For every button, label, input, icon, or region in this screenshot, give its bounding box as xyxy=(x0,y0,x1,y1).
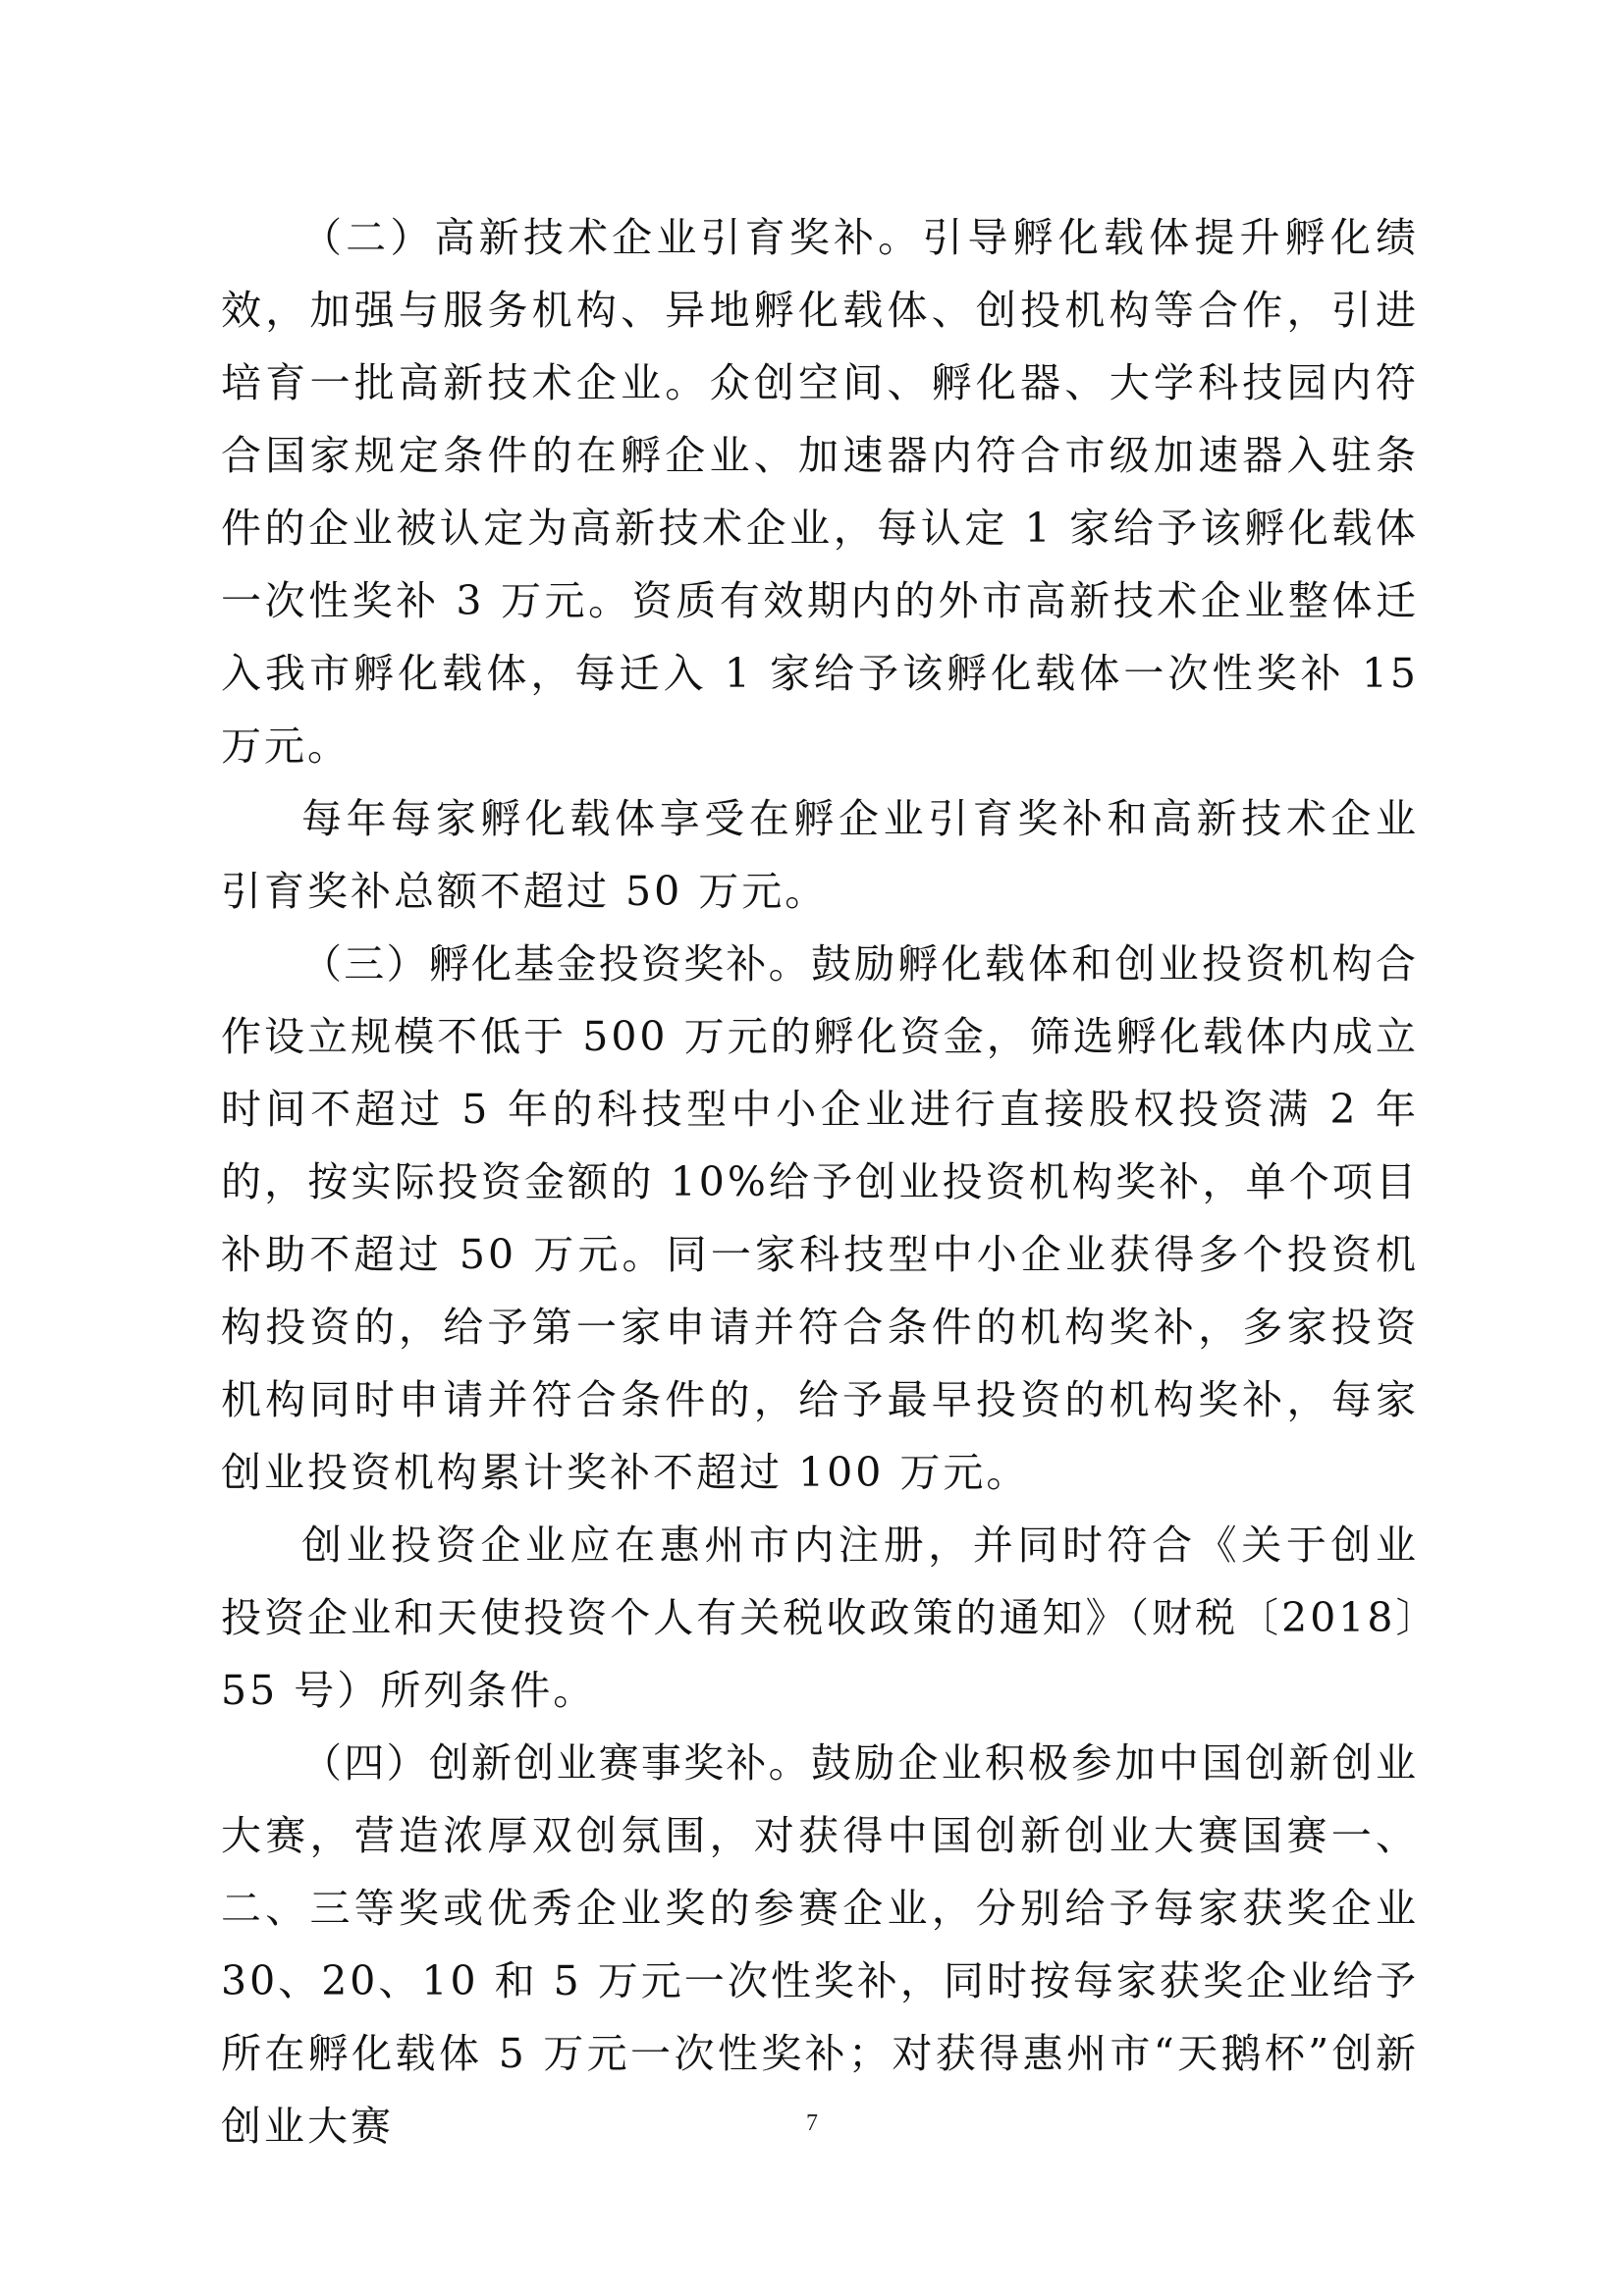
document-body xyxy=(221,201,1419,2163)
paragraph-text: 每年每家孵化载体享受在孵企业引育奖补和高新技术企业引育奖补总额不超过 50 万元。 xyxy=(221,795,1419,915)
paragraph-high-tech-enterprise-reward xyxy=(221,201,1419,782)
paragraph-text: 引导孵化载体提升孵化绩效，加强与服务机构、异地孵化载体、创投机构等合作，引进培育一批高新技术企业。众创空间、孵化器、大学科技园内符合国家规定条件的在孵企业、加速器内符合市级加速器入驻条件的企业被认定为高新技术企业，每认定 1 家给予该孵化载体一次性奖补 3 万元。资质有效期内的外市高新技术企业整体迁入我市孵化载体，每迁入 1 家给予该孵化载体一次性奖补 15 万元。 xyxy=(221,214,1420,770)
paragraph-vc-registration xyxy=(221,1509,1419,1727)
section-heading-2: （二）高新技术企业引育奖补。 xyxy=(301,214,923,261)
section-heading-3: （三）孵化基金投资奖补。 xyxy=(301,940,811,988)
paragraph-text: 鼓励孵化载体和创业投资机构合作设立规模不低于 500 万元的孵化资金，筛选孵化载体内成立时间不超过 5 年的科技型中小企业进行直接股权投资满 2 年的，按实际投资金额的 10%给予创业投资机构奖补，单个项目补助不超过 50 万元。同一家科技型中小企业获得多个投资机构投资的，给予第一家申请并符合条件的机构奖补，多家投资机构同时申请并符合条件的，给予最早投资的机构奖补，每家创业投资机构累计奖补不超过 100 万元。 xyxy=(221,940,1420,1496)
section-heading-4: （四）创新创业赛事奖补。 xyxy=(301,1739,811,1787)
paragraph-text: 鼓励企业积极参加中国创新创业大赛，营造浓厚双创氛围，对获得中国创新创业大赛国赛一、二、三等奖或优秀企业奖的参赛企业，分别给予每家获奖企业 30、20、10 和 5 万元一次性奖补，同时按每家获奖企业给予所在孵化载体 5 万元一次性奖补；对获得惠州市“天鹅杯”创新创业大赛 xyxy=(221,1739,1420,2150)
paragraph-text: 创业投资企业应在惠州市内注册，并同时符合《关于创业投资企业和天使投资个人有关税收政策的通知》（财税〔2018〕55 号）所列条件。 xyxy=(221,1522,1419,1714)
paragraph-competition-reward xyxy=(221,1727,1419,2163)
paragraph-incubation-fund-reward xyxy=(221,928,1419,1509)
page-number: 7 xyxy=(806,2110,818,2136)
paragraph-annual-cap xyxy=(221,782,1419,928)
